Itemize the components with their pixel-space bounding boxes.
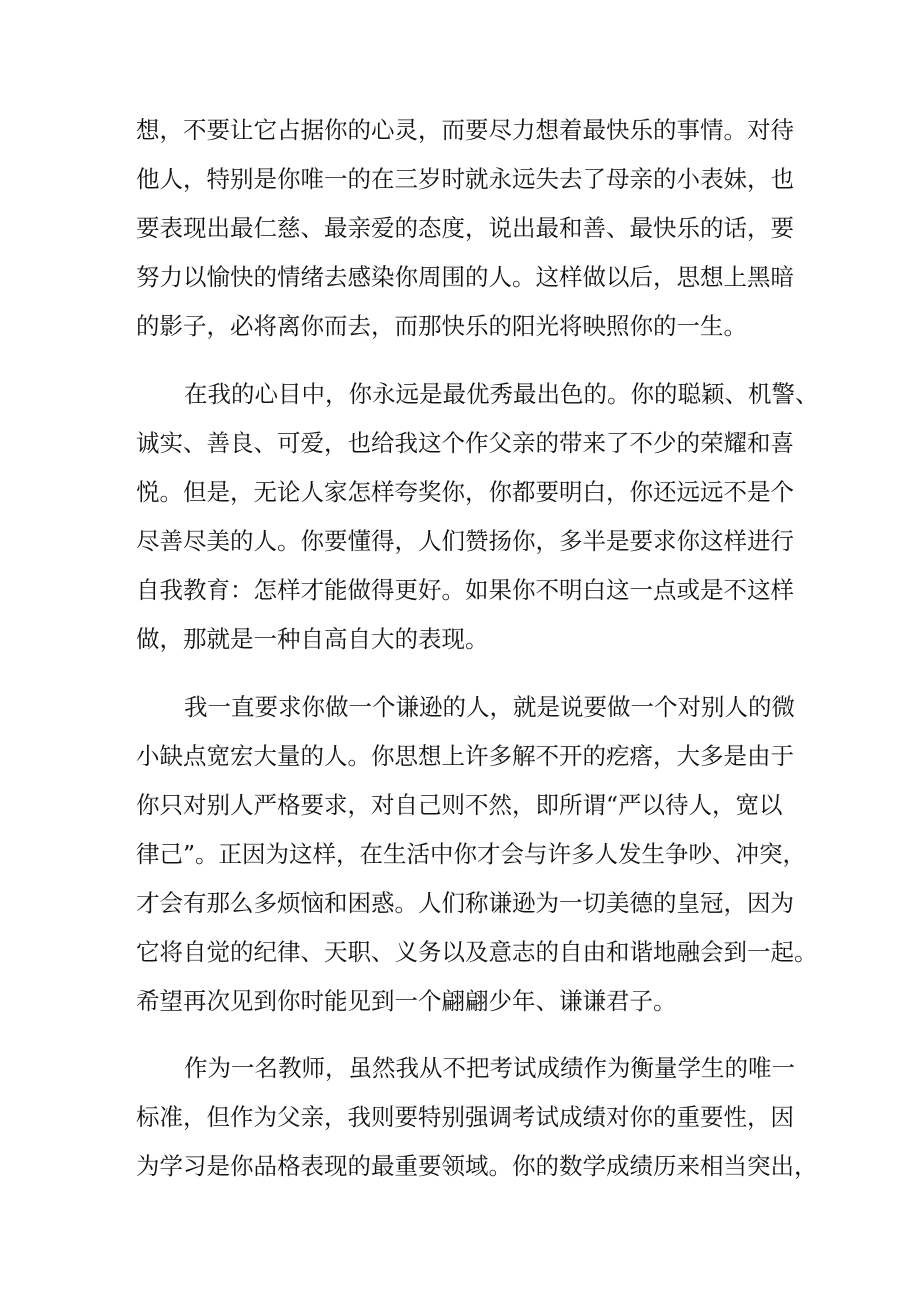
text-line: 它将自觉的纪律、天职、义务以及意志的自由和谐地融会到一起。 [136, 938, 818, 966]
text-line: 希望再次见到你时能见到一个翩翩少年、谦谦君子。 [136, 987, 677, 1015]
text-line: 律己”。正因为这样，在生活中你才会与许多人发生争吵、冲突， [136, 840, 807, 868]
text-line: 的影子，必将离你而去，而那快乐的阳光将映照你的一生。 [136, 312, 747, 340]
text-line: 自我教育：怎样才能做得更好。如果你不明白这一点或是不这样 [136, 576, 794, 604]
text-line: 想，不要让它占据你的心灵，而要尽力想着最快乐的事情。对待 [136, 116, 794, 144]
text-line: 在我的心目中，你永远是最优秀最出色的。你的聪颖、机警、 [184, 380, 819, 408]
text-line: 悦。但是，无论人家怎样夸奖你，你都要明白，你还远远不是个 [136, 478, 794, 506]
text-line: 要表现出最仁慈、最亲爱的态度，说出最和善、最快乐的话，要 [136, 214, 794, 242]
text-line: 为学习是你品格表现的最重要领域。你的数学成绩历来相当突出， [136, 1152, 818, 1180]
text-line: 标准，但作为父亲，我则要特别强调考试成绩对你的重要性，因 [136, 1103, 794, 1131]
text-line: 努力以愉快的情绪去感染你周围的人。这样做以后，思想上黑暗 [136, 263, 794, 291]
text-line: 才会有那么多烦恼和困惑。人们称谦逊为一切美德的皇冠，因为 [136, 889, 794, 917]
text-line: 诚实、善良、可爱，也给我这个作父亲的带来了不少的荣耀和喜 [136, 429, 794, 457]
text-line: 做，那就是一种自高自大的表现。 [136, 625, 489, 653]
text-line: 我一直要求你做一个谦逊的人，就是说要做一个对别人的微 [184, 693, 795, 721]
text-line: 他人，特别是你唯一的在三岁时就永远失去了母亲的小表妹，也 [136, 165, 794, 193]
text-line: 尽善尽美的人。你要懂得，人们赞扬你，多半是要求你这样进行 [136, 527, 794, 555]
text-line: 你只对别人严格要求，对自己则不然，即所谓“严以待人，宽以 [136, 791, 783, 819]
text-line: 作为一名教师，虽然我从不把考试成绩作为衡量学生的唯一 [184, 1054, 795, 1082]
text-line: 小缺点宽宏大量的人。你思想上许多解不开的疙瘩，大多是由于 [136, 742, 794, 770]
